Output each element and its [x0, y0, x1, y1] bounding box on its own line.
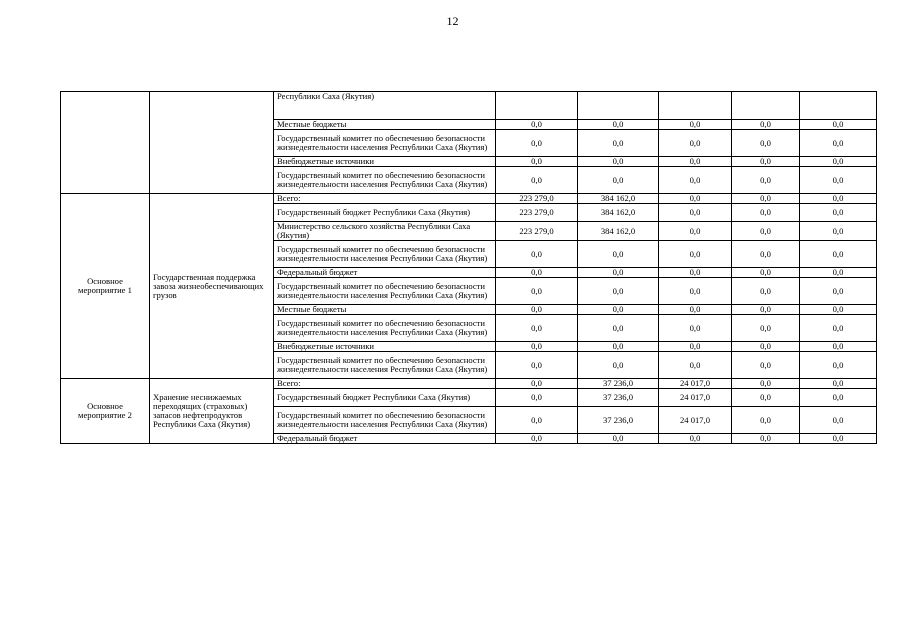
table-row — [61, 92, 877, 120]
funding-source-cell: Государственный бюджет Республики Саха (Якутия) — [274, 389, 496, 407]
amount-cell: 0,0 — [496, 157, 578, 167]
amount-cell — [659, 92, 732, 120]
amount-cell: 0,0 — [496, 389, 578, 407]
funding-source-cell: Внебюджетные источники — [274, 342, 496, 352]
amount-cell: 0,0 — [496, 241, 578, 268]
amount-cell: 0,0 — [800, 379, 877, 389]
amount-cell: 384 162,0 — [578, 222, 659, 241]
amount-cell: 0,0 — [659, 130, 732, 157]
amount-cell: 0,0 — [800, 315, 877, 342]
amount-cell: 0,0 — [732, 278, 800, 305]
amount-cell: 0,0 — [800, 407, 877, 434]
funding-source-cell: Государственный комитет по обеспечению безопасности жизнедеятельности населения Республики Саха (Якутия) — [274, 352, 496, 379]
amount-cell — [496, 92, 578, 120]
amount-cell: 0,0 — [578, 157, 659, 167]
amount-cell: 24 017,0 — [659, 407, 732, 434]
amount-cell: 0,0 — [496, 130, 578, 157]
amount-cell: 0,0 — [800, 120, 877, 130]
page-number: 12 — [446, 14, 459, 28]
amount-cell: 0,0 — [659, 278, 732, 305]
amount-cell: 0,0 — [732, 167, 800, 194]
funding-source-cell: Всего: — [274, 379, 496, 389]
funding-source-cell: Государственный комитет по обеспечению безопасности жизнедеятельности населения Республики Саха (Якутия) — [274, 278, 496, 305]
amount-cell: 0,0 — [800, 389, 877, 407]
amount-cell: 0,0 — [732, 379, 800, 389]
amount-cell — [732, 92, 800, 120]
funding-source-cell: Государственный бюджет Республики Саха (Якутия) — [274, 204, 496, 222]
amount-cell: 37 236,0 — [578, 379, 659, 389]
amount-cell: 0,0 — [578, 315, 659, 342]
amount-cell: 0,0 — [800, 434, 877, 444]
amount-cell: 0,0 — [732, 194, 800, 204]
amount-cell: 0,0 — [732, 120, 800, 130]
funding-source-cell: Государственный комитет по обеспечению безопасности жизнедеятельности населения Республики Саха (Якутия) — [274, 241, 496, 268]
amount-cell: 0,0 — [732, 342, 800, 352]
amount-cell: 0,0 — [732, 241, 800, 268]
activity-label-cell: Основное мероприятие 2 — [61, 379, 150, 444]
amount-cell: 0,0 — [578, 130, 659, 157]
amount-cell: 0,0 — [578, 434, 659, 444]
amount-cell: 0,0 — [496, 379, 578, 389]
amount-cell: 223 279,0 — [496, 204, 578, 222]
amount-cell: 0,0 — [800, 278, 877, 305]
amount-cell: 0,0 — [659, 315, 732, 342]
amount-cell: 0,0 — [800, 352, 877, 379]
amount-cell: 0,0 — [800, 130, 877, 157]
amount-cell: 0,0 — [800, 268, 877, 278]
funding-source-cell: Государственный комитет по обеспечению безопасности жизнедеятельности населения Республики Саха (Якутия) — [274, 315, 496, 342]
funding-source-cell: Местные бюджеты — [274, 120, 496, 130]
amount-cell: 0,0 — [732, 305, 800, 315]
amount-cell: 0,0 — [496, 120, 578, 130]
amount-cell: 0,0 — [659, 157, 732, 167]
amount-cell: 0,0 — [659, 352, 732, 379]
amount-cell: 0,0 — [659, 167, 732, 194]
amount-cell: 0,0 — [496, 342, 578, 352]
amount-cell: 0,0 — [732, 352, 800, 379]
amount-cell: 0,0 — [578, 305, 659, 315]
amount-cell: 0,0 — [496, 268, 578, 278]
funding-source-cell: Республики Саха (Якутия) — [274, 92, 496, 120]
amount-cell: 384 162,0 — [578, 204, 659, 222]
amount-cell: 0,0 — [800, 204, 877, 222]
amount-cell: 0,0 — [800, 167, 877, 194]
activity-name-cell: Государственная поддержка завоза жизнеобеспечивающих грузов — [150, 194, 274, 379]
amount-cell: 0,0 — [496, 434, 578, 444]
amount-cell: 0,0 — [578, 268, 659, 278]
amount-cell: 0,0 — [496, 407, 578, 434]
amount-cell: 0,0 — [659, 120, 732, 130]
amount-cell: 0,0 — [800, 194, 877, 204]
amount-cell: 0,0 — [659, 305, 732, 315]
amount-cell: 0,0 — [496, 167, 578, 194]
amount-cell: 0,0 — [578, 120, 659, 130]
funding-source-cell: Внебюджетные источники — [274, 157, 496, 167]
amount-cell: 0,0 — [659, 204, 732, 222]
amount-cell: 0,0 — [732, 222, 800, 241]
amount-cell: 0,0 — [800, 157, 877, 167]
amount-cell: 0,0 — [578, 278, 659, 305]
amount-cell: 0,0 — [800, 222, 877, 241]
amount-cell: 0,0 — [732, 389, 800, 407]
amount-cell: 0,0 — [659, 342, 732, 352]
amount-cell: 0,0 — [732, 434, 800, 444]
amount-cell: 0,0 — [659, 434, 732, 444]
funding-source-cell: Всего: — [274, 194, 496, 204]
amount-cell — [800, 92, 877, 120]
amount-cell: 0,0 — [732, 268, 800, 278]
amount-cell: 24 017,0 — [659, 379, 732, 389]
amount-cell: 0,0 — [732, 315, 800, 342]
table-row — [61, 194, 877, 204]
funding-source-cell: Государственный комитет по обеспечению безопасности жизнедеятельности населения Республики Саха (Якутия) — [274, 407, 496, 434]
amount-cell: 0,0 — [496, 352, 578, 379]
amount-cell: 0,0 — [732, 130, 800, 157]
activity-label-cell: Основное мероприятие 1 — [61, 194, 150, 379]
amount-cell: 37 236,0 — [578, 389, 659, 407]
activity-name-cell — [150, 92, 274, 194]
activity-label-cell — [61, 92, 150, 194]
funding-source-cell: Федеральный бюджет — [274, 434, 496, 444]
amount-cell: 0,0 — [800, 342, 877, 352]
amount-cell: 0,0 — [800, 305, 877, 315]
funding-source-cell: Государственный комитет по обеспечению безопасности жизнедеятельности населения Республики Саха (Якутия) — [274, 167, 496, 194]
amount-cell — [578, 92, 659, 120]
amount-cell: 223 279,0 — [496, 222, 578, 241]
amount-cell: 0,0 — [659, 268, 732, 278]
activity-name-cell: Хранение неснижаемых переходящих (страховых) запасов нефтепродуктов Республики Саха (Якутия) — [150, 379, 274, 444]
funding-source-cell: Министерство сельского хозяйства Республики Саха (Якутия) — [274, 222, 496, 241]
table-row — [61, 379, 877, 389]
amount-cell: 0,0 — [496, 315, 578, 342]
amount-cell: 0,0 — [496, 278, 578, 305]
amount-cell: 0,0 — [578, 167, 659, 194]
funding-source-cell: Федеральный бюджет — [274, 268, 496, 278]
amount-cell: 0,0 — [659, 194, 732, 204]
funding-source-cell: Государственный комитет по обеспечению безопасности жизнедеятельности населения Республики Саха (Якутия) — [274, 130, 496, 157]
amount-cell: 0,0 — [659, 241, 732, 268]
amount-cell: 0,0 — [732, 157, 800, 167]
funding-table — [60, 91, 877, 444]
funding-source-cell: Местные бюджеты — [274, 305, 496, 315]
amount-cell: 24 017,0 — [659, 389, 732, 407]
amount-cell: 0,0 — [578, 241, 659, 268]
amount-cell: 37 236,0 — [578, 407, 659, 434]
amount-cell: 0,0 — [578, 352, 659, 379]
amount-cell: 223 279,0 — [496, 194, 578, 204]
amount-cell: 0,0 — [732, 204, 800, 222]
amount-cell: 384 162,0 — [578, 194, 659, 204]
amount-cell: 0,0 — [800, 241, 877, 268]
amount-cell: 0,0 — [732, 407, 800, 434]
amount-cell: 0,0 — [659, 222, 732, 241]
amount-cell: 0,0 — [578, 342, 659, 352]
amount-cell: 0,0 — [496, 305, 578, 315]
